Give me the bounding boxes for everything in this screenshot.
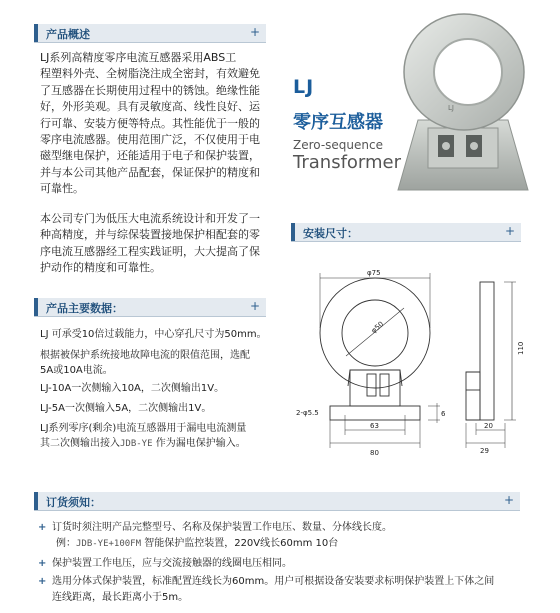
product-image (388, 10, 538, 198)
spec-item-3: LJ-10A一次侧输入10A，二次侧输出1V。 (40, 383, 225, 394)
overview-expand-icon[interactable]: + (249, 25, 260, 39)
specs-expand-icon[interactable]: + (249, 299, 260, 313)
order-item-3-text: 选用分体式保护装置，标准配置连线长为60mm。用户可根据设备安装要求标明保护装置上下体之间 (52, 576, 495, 587)
spec-item-5-tail: 作为漏电保护输入。 (152, 437, 246, 449)
dim-label-hole-spacing: 63 (370, 422, 379, 430)
install-expand-icon[interactable]: + (504, 224, 515, 238)
order-header (34, 492, 520, 511)
dim-label-base-thickness: 6 (441, 410, 446, 418)
order-item-3-text-cont: 连线距离，最长距离小于5m。 (52, 592, 189, 603)
specs-header (34, 298, 266, 317)
product-subtitle-cn: 零序互感器 (293, 112, 383, 133)
example-model: JDB-YE+100FM (76, 539, 142, 549)
bullet-plus-icon: + (38, 558, 47, 569)
spec-item-5-text: LJ系列零序(剩余)电流互感器用于漏电电流测量 其二次侧输出接入 (40, 423, 247, 449)
product-title: LJ (293, 76, 315, 98)
install-title: 安装尺寸： (303, 227, 358, 240)
overview-title: 产品概述 (46, 28, 90, 41)
example-rest: 智能保护监控装置，220V线长60mm 10台 (141, 538, 339, 549)
overview-header (34, 24, 266, 43)
dim-label-side-depth: 29 (480, 447, 489, 455)
example-prefix: 例： (56, 538, 76, 549)
dim-label-outer-diameter: φ75 (367, 269, 381, 277)
overview-paragraph-2: 本公司专门为低压大电流系统设计和开发了一 种高精度，并与综保装置接地保护相配套的零 序电流互感器经工程实践证明，大大提高了保 护动作的精度和可靠性。 (40, 212, 260, 275)
header-accent-bar (34, 492, 38, 510)
order-title: 订货须知： (46, 496, 101, 509)
dim-label-base-width: 80 (370, 449, 379, 457)
dim-label-mounting-hole: 2-φ5.5 (296, 409, 319, 417)
install-header (291, 223, 521, 242)
spec-item-2: 根据被保护系统接地故障电流的限值范围，选配 5A或10A电流。 (40, 350, 250, 376)
spec-item-1: LJ 可承受10倍过载能力，中心穿孔尺寸为50mm。 (40, 329, 267, 340)
order-item-1 (38, 520, 522, 535)
spec-item-5 (40, 422, 288, 451)
overview-paragraph-1: LJ系列高精度零序电流互感器采用ABS工 程塑料外壳、全树脂浇注成全密封，有效避免 了互感器在长期使用过程中的锈蚀。绝缘性能 好，外形美观。具有灵敏度高、线性良好、运 行可靠、安装方便等特点。其性能优于一般的 零序电流感器。使用范围广泛，不仅使用于电 磁型继电保护，还能适用于电子和保护装置， 并与本公司其他产品配套，保证保护的精度和 可靠性。 (40, 51, 260, 196)
header-accent-bar (291, 223, 295, 241)
product-subtitle-en-2: Transformer (293, 152, 402, 173)
header-accent-bar (34, 24, 38, 42)
dim-label-inner-diameter: φ50 (369, 320, 386, 335)
bullet-plus-icon: + (38, 576, 47, 587)
order-item-2 (38, 556, 522, 571)
spec-item-4: LJ-5A一次侧输入5A，二次侧输出1V。 (40, 403, 212, 414)
order-expand-icon[interactable]: + (503, 493, 514, 507)
order-item-3 (38, 574, 527, 589)
product-subtitle-en-1: Zero-sequence (293, 138, 383, 152)
bullet-plus-icon: + (38, 522, 47, 533)
dimension-drawing (290, 260, 540, 480)
header-accent-bar (34, 298, 38, 316)
spec-item-5-model: JDB-YE (120, 438, 153, 449)
order-item-3-cont (52, 590, 522, 605)
specs-title: 产品主要数据： (46, 302, 123, 315)
order-item-1-example (56, 536, 526, 552)
order-item-2-text: 保护装置工作电压，应与交流接触器的线圈电压相同。 (52, 558, 292, 569)
product-body-label: LJ (448, 104, 454, 112)
order-item-1-text: 订货时须注明产品完整型号、名称及保护装置工作电压、数量、分体线长度。 (52, 522, 392, 533)
dim-label-height: 110 (517, 341, 525, 355)
dim-label-side-width: 20 (484, 422, 493, 430)
